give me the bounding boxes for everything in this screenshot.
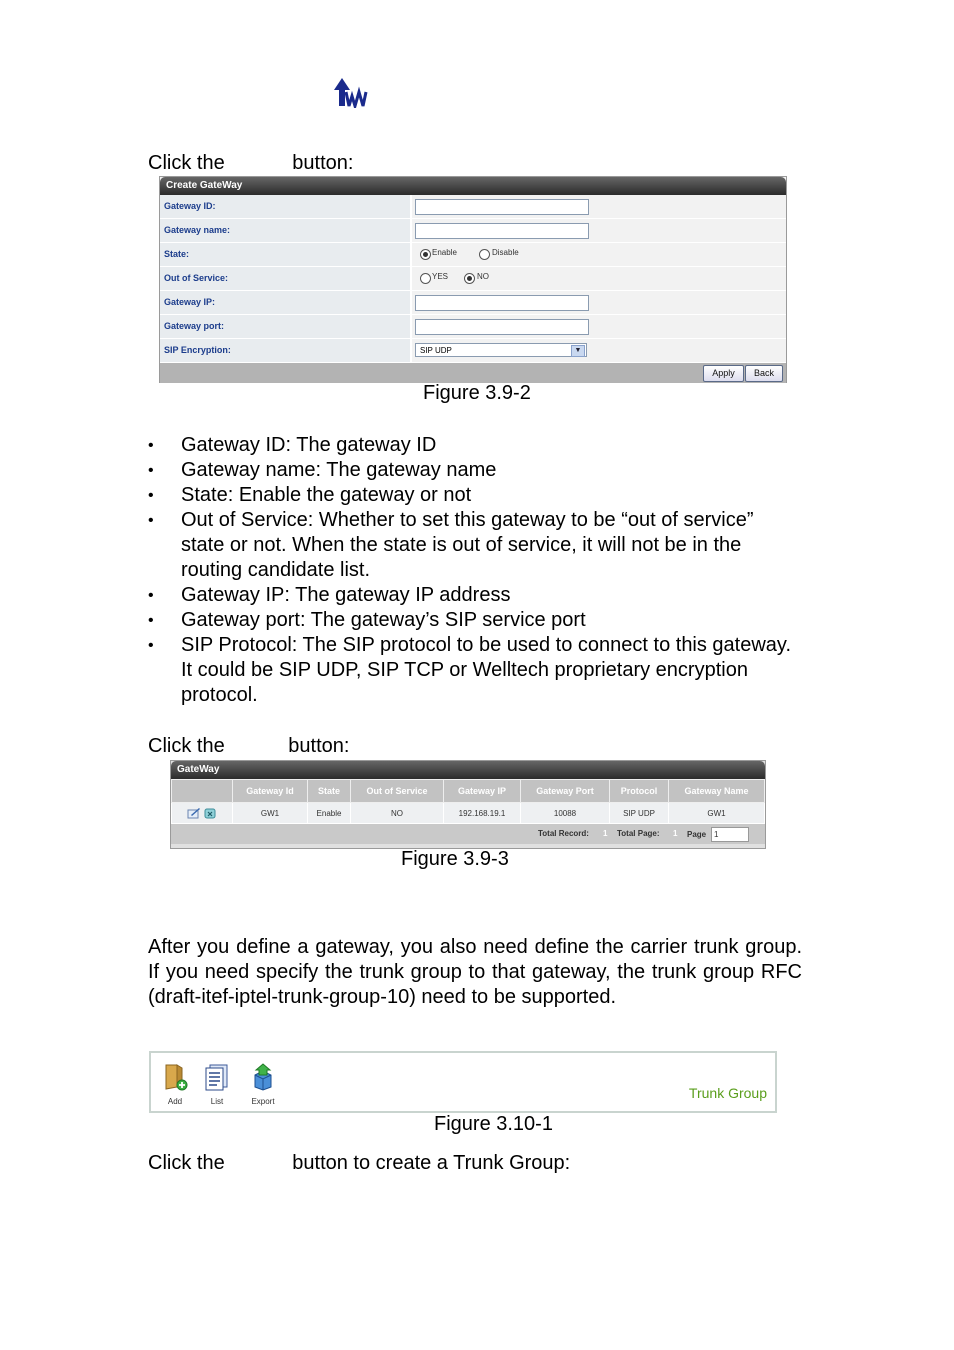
table-cell: GW1 bbox=[233, 803, 308, 824]
tool-label: List bbox=[210, 1097, 224, 1106]
table-header: State bbox=[308, 780, 351, 803]
field-label: SIP Encryption: bbox=[160, 339, 412, 362]
list-item: • Gateway ID: The gateway ID bbox=[148, 433, 801, 458]
table-cell: SIP UDP bbox=[610, 803, 669, 824]
field-label: Gateway IP: bbox=[160, 291, 412, 314]
table-cell: NO bbox=[351, 803, 444, 824]
intro-click-text: Click the button to create a Trunk Group: bbox=[148, 1152, 571, 1174]
oos-no-radio[interactable] bbox=[464, 273, 475, 284]
chevron-down-icon: ▼ bbox=[571, 345, 585, 357]
field-label: Gateway ID: bbox=[160, 195, 412, 218]
list-item: • SIP Protocol: The SIP protocol to be used to connect to this gateway. It could be SIP UDP, SIP TCP or Welltech proprietary encryption protocol. bbox=[148, 633, 793, 708]
list-icon bbox=[203, 1063, 231, 1091]
figure-caption: Figure 3.9-2 bbox=[423, 382, 531, 404]
out-of-service-row bbox=[160, 267, 786, 291]
list-item: • Out of Service: Whether to set this gateway to be “out of service” state or not. When the state is out of service, it will not be in the routing candidate list. bbox=[148, 508, 793, 583]
radio-label: Enable bbox=[432, 248, 457, 257]
table-header: Protocol bbox=[610, 780, 669, 803]
list-item: • Gateway port: The gateway’s SIP service port bbox=[148, 608, 801, 633]
section-title: Trunk Group bbox=[688, 1085, 767, 1101]
radio-label: Disable bbox=[492, 248, 519, 257]
table-cell: 192.168.19.1 bbox=[444, 803, 521, 824]
add-button[interactable] bbox=[157, 1063, 193, 1106]
table-row bbox=[172, 803, 765, 824]
figure-caption: Figure 3.9-3 bbox=[401, 848, 509, 870]
table-cell: Enable bbox=[308, 803, 351, 824]
table-header: Gateway Name bbox=[669, 780, 765, 803]
field-label: Out of Service: bbox=[160, 267, 412, 290]
list-item: • Gateway IP: The gateway IP address bbox=[148, 583, 801, 608]
delete-icon[interactable] bbox=[203, 807, 217, 819]
total-record-label: Total Record: bbox=[538, 829, 589, 838]
table-header: Gateway IP bbox=[444, 780, 521, 803]
export-button[interactable] bbox=[245, 1063, 281, 1106]
tool-label: Export bbox=[251, 1097, 275, 1106]
state-disable-radio[interactable] bbox=[479, 249, 490, 260]
page-input[interactable]: 1 bbox=[711, 827, 749, 842]
table-header: Gateway Port bbox=[521, 780, 610, 803]
gateway-id-row bbox=[160, 195, 786, 219]
panel-title: Create GateWay bbox=[160, 177, 786, 195]
trunk-group-toolbar bbox=[149, 1051, 777, 1113]
total-record-value: 1 bbox=[603, 829, 608, 838]
gateway-name-input[interactable] bbox=[415, 223, 589, 239]
edit-icon[interactable] bbox=[187, 807, 201, 819]
gateway-ip-input[interactable] bbox=[415, 295, 589, 311]
trunk-group-paragraph: After you define a gateway, you also need define the carrier trunk group. If you need specify the trunk group to that gateway, the trunk group RFC (draft-itef-iptel-trunk-group-10) need to be supported. bbox=[148, 936, 802, 1008]
table-cell: 10088 bbox=[521, 803, 610, 824]
intro-click-text: Click the button: bbox=[148, 735, 350, 757]
export-icon bbox=[250, 1063, 276, 1091]
radio-label: NO bbox=[477, 272, 489, 281]
list-button[interactable] bbox=[199, 1063, 235, 1106]
table-header bbox=[172, 780, 233, 803]
intro-click-text: Click the button: bbox=[148, 152, 354, 174]
create-gateway-form bbox=[159, 176, 787, 383]
pagination-bar bbox=[171, 824, 765, 844]
figure-caption: Figure 3.10-1 bbox=[434, 1113, 553, 1135]
company-logo-icon bbox=[332, 78, 368, 108]
table-cell: GW1 bbox=[669, 803, 765, 824]
tool-label: Add bbox=[167, 1097, 183, 1106]
gateway-port-row bbox=[160, 315, 786, 339]
select-value: SIP UDP bbox=[420, 346, 452, 355]
state-row bbox=[160, 243, 786, 267]
list-item: • Gateway name: The gateway name bbox=[148, 458, 801, 483]
gateway-id-input[interactable] bbox=[415, 199, 589, 215]
back-button[interactable]: Back bbox=[745, 365, 783, 382]
field-label: Gateway name: bbox=[160, 219, 412, 242]
gateway-list-table bbox=[170, 760, 766, 849]
gateway-name-row bbox=[160, 219, 786, 243]
state-enable-radio[interactable] bbox=[420, 249, 431, 260]
row-actions bbox=[172, 803, 233, 824]
sip-encryption-select[interactable] bbox=[415, 343, 587, 357]
apply-button[interactable]: Apply bbox=[703, 365, 744, 382]
form-button-bar bbox=[160, 363, 786, 383]
panel-title: GateWay bbox=[171, 761, 765, 779]
table-header: Gateway Id bbox=[233, 780, 308, 803]
field-description-list bbox=[148, 433, 801, 708]
total-page-label: Total Page: bbox=[617, 829, 660, 838]
gateway-ip-row bbox=[160, 291, 786, 315]
gateway-port-input[interactable] bbox=[415, 319, 589, 335]
list-item: • State: Enable the gateway or not bbox=[148, 483, 801, 508]
oos-yes-radio[interactable] bbox=[420, 273, 431, 284]
field-label: Gateway port: bbox=[160, 315, 412, 338]
total-page-value: 1 bbox=[673, 829, 678, 838]
table-header: Out of Service bbox=[351, 780, 444, 803]
field-label: State: bbox=[160, 243, 412, 266]
sip-encryption-row bbox=[160, 339, 786, 363]
page-label: Page bbox=[687, 830, 707, 839]
radio-label: YES bbox=[432, 272, 449, 281]
add-icon bbox=[162, 1063, 188, 1091]
